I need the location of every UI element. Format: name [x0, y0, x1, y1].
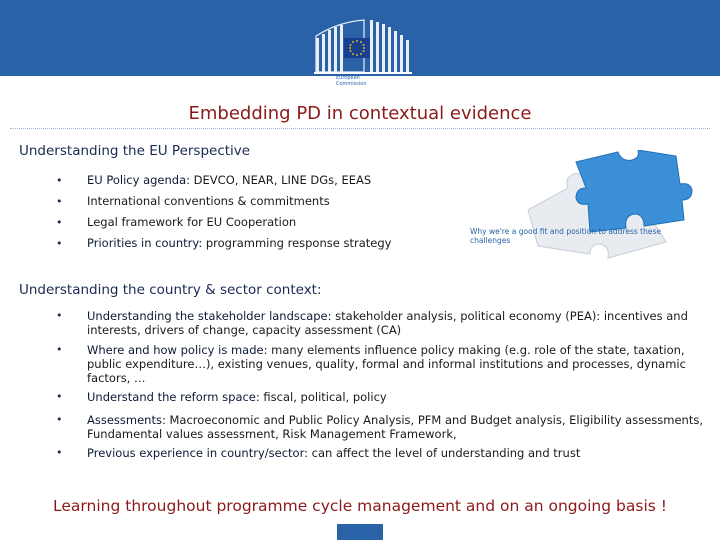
logo-text-line2: Commission	[336, 81, 367, 87]
list-item	[56, 212, 456, 233]
list-item	[56, 413, 706, 441]
list-item	[56, 343, 706, 385]
list-item-bold: Previous experience in country/sector:	[87, 446, 308, 460]
list-item-text: fiscal, political, policy	[259, 390, 387, 404]
closing-statement: Learning throughout programme cycle management and on an ongoing basis !	[53, 497, 667, 515]
list-item	[56, 390, 706, 404]
country-context-list	[56, 309, 706, 460]
section-country-context-heading: Understanding the country & sector context:	[19, 282, 322, 298]
list-item-bold: Assessments:	[87, 413, 166, 427]
list-item-text: Macroeconomic and Public Policy Analysis, PFM and Budget analysis, Eligibility assessments, Fundamental values assessment, Risk Management Framework,	[87, 413, 703, 441]
list-item-text: can affect the level of understanding and trust	[307, 446, 581, 460]
list-item	[56, 446, 706, 460]
list-item-bold: Understand the reform space:	[87, 390, 260, 404]
section-eu-perspective-heading: Understanding the EU Perspective	[19, 143, 251, 159]
list-item	[56, 191, 456, 212]
list-item-text: programming response strategy	[202, 236, 392, 250]
list-item-text: many elements influence policy making (e.g. role of the state, taxation, public expenditure…), existing venues, quality, formal and informal institutions and processes, dynamic factors, …	[87, 343, 686, 385]
list-item-bold: EU Policy agenda:	[87, 173, 191, 187]
list-item	[56, 233, 456, 254]
list-item-bold: Where and how policy is made:	[87, 343, 268, 357]
list-item-text: Legal framework for EU Cooperation	[87, 215, 297, 229]
footer-eu-flag	[337, 524, 383, 540]
list-item	[56, 170, 456, 191]
puzzle-caption: Why we're a good fit and position to address these challenges	[470, 227, 662, 245]
list-item-text: DEVCO, NEAR, LINE DGs, EEAS	[190, 173, 372, 187]
list-item-bold: Priorities in country:	[87, 236, 203, 250]
list-item-bold: Understanding the stakeholder landscape:	[87, 309, 332, 323]
list-item-text: International conventions & commitments	[87, 194, 330, 208]
list-item	[56, 309, 706, 337]
eu-perspective-list	[56, 170, 456, 254]
page-title: Embedding PD in contextual evidence	[188, 103, 532, 124]
logo-text-line1: European	[336, 75, 360, 81]
logo-text	[336, 75, 367, 87]
list-item-text: stakeholder analysis, political economy (PEA): incentives and interests, drivers of change, capacity assessment (CA)	[87, 309, 688, 337]
title-divider	[10, 128, 710, 129]
